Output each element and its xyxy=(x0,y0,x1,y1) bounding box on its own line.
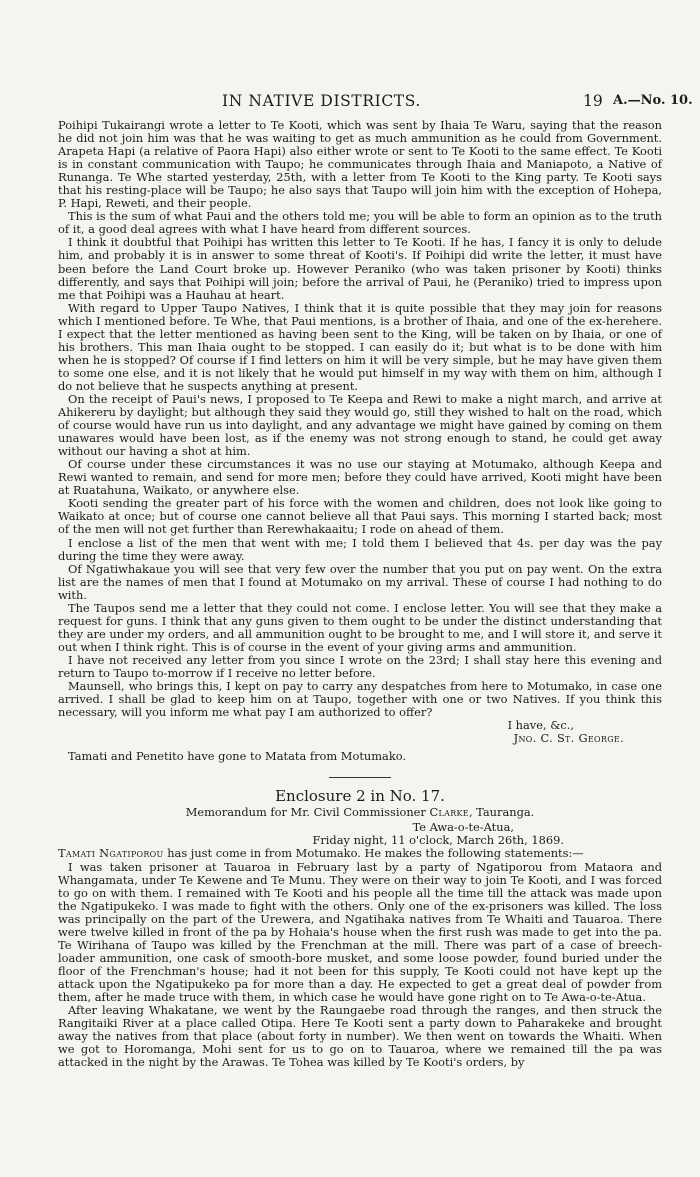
enclosure xyxy=(58,787,662,1070)
section-divider xyxy=(329,777,391,778)
lead-text: has just come in from Motumako. He makes the following statements:— xyxy=(163,846,584,861)
letter-paragraph-2: This is the sum of what Paui and the others told me; you will be able to form an opinion as to the truth of it, a good deal agrees with what I have heard from different sources. xyxy=(58,209,662,237)
document-reference: A.—No. 10. xyxy=(613,93,693,108)
page-body xyxy=(58,119,662,1069)
enclosure-heading: Enclosure 2 in No. 17. xyxy=(275,787,445,806)
letter-paragraph-10: The Taupos send me a letter that they could not come. I enclose letter. You will see that they make a request for guns. I think that any guns given to them ought to be under the distinct understanding that they are under my orders, and all ammunition ought to be brought to me, and I will store it, and serve it out when I think right. This is of course in the event of your giving arms and ammunition. xyxy=(58,600,662,654)
memo-prefix: Memorandum for Mr. Civil Commissioner xyxy=(185,805,426,820)
page-header xyxy=(0,92,700,114)
letter-paragraph-4: With regard to Upper Taupo Natives, I think that it is quite possible that they may join for reasons which I mentioned before. Te Whe, that Paui mentions, is a brother of Ihaia, and one of the ex-herehere. I expect that the letter mentioned as having been sent to the King, will be taken on by Ihaia, or one of his brothers. This man Ihaia ought to be stopped. I can easily do it; but what is to be done with him when he is stopped? Of course if I find letters on him it will be very simple, but he may have given them to some one else, and it is not likely that he would put himself in my way with them on him, although I do not believe that he suspects anything at present. xyxy=(58,300,662,393)
letter-paragraph-9: Of Ngatiwhakaue you will see that very few over the number that you put on pay went. On the extra list are the names of men that I found at Motumako on my arrival. These of course I had nothing to do with. xyxy=(58,561,662,602)
letter-closing: I have, &c., xyxy=(507,718,574,733)
enclosure-paragraph-2: After leaving Whakatane, we went by the Raungaebe road through the ranges, and then struck the Rangitaiki River at a place called Otipa. Here Te Kooti sent a party down to Paharakeke and brought away the natives from that place (about forty in number). We then went on towards the Whaiti. When we got to Horomanga, Mohi sent for us to go on to Tauaroa, where we remained till the pa was attacked in the night by the Arawas. Te Tohea was killed by Te Kooti's orders, by xyxy=(58,1003,662,1070)
letter-signature: Jno. C. St. George. xyxy=(513,731,624,746)
enclosure-date: Friday night, 11 o'clock, March 26th, 1869. xyxy=(312,833,564,848)
memo-line xyxy=(58,806,662,819)
letter-postscript: Tamati and Penetito have gone to Matata from Motumako. xyxy=(68,749,407,764)
memo-name: Clarke xyxy=(429,805,469,820)
lead-name: Tamati Ngatiporou xyxy=(58,846,164,861)
letter-paragraph-6: Of course under these circumstances it was no use our staying at Motumako, although Keepa and Rewi wanted to remain, and send for more men; before they could have arrived, Kooti might have been at Ruatahuna, Waikato, or anywhere else. xyxy=(58,457,662,498)
letter-paragraph-8: I enclose a list of the men that went with me; I told them I believed that 4s. per day was the pay during the time they were away. xyxy=(58,535,662,563)
running-title: IN NATIVE DISTRICTS. xyxy=(222,92,421,110)
letter-paragraph-3: I think it doubtful that Poihipi has written this letter to Te Kooti. If he has, I fancy it is only to delude him, and probably it is in answer to some threat of Kooti's. If Poihipi did write the letter, it must have been before the Land Court broke up. However Peraniko (who was taken prisoner by Kooti) thinks differently, and says that Poihipi will join; before the arrival of Paui, he (Peraniko) tried to impress upon me that Poihipi was a Hauhau at heart. xyxy=(58,235,662,302)
letter-paragraph-1: Poihipi Tukairangi wrote a letter to Te Kooti, which was sent by Ihaia Te Waru, saying that the reason he did not join him was that he was waiting to get as much ammunition as he could from Government. Arapeta Hapi (a relative of Paora Hapi) also either wrote or sent to Te Kooti to the same effect. Te Kooti is in constant communication with Taupo; he communicates through Ihaia and Maniapoto, a Native of Runanga. Te Whe started yesterday, 25th, with a letter from Te Kooti to the King party. Te Kooti says that his resting-place will be Taupo; he also says that Taupo will join him with the exception of Hohepa, P. Hapi, Reweti, and their people. xyxy=(58,118,662,211)
letter-paragraph-7: Kooti sending the greater part of his force with the women and children, does not look like going to Waikato at once; but of course one cannot believe all that Paui says. This morning I started back; most of the men will not get further than Rerewhakaaitu; I rode on ahead of them. xyxy=(58,496,662,537)
letter-paragraph-11: I have not received any letter from you since I wrote on the 23rd; I shall stay here this evening and return to Taupo to-morrow if I receive no letter before. xyxy=(58,652,662,680)
enclosure-paragraph-1: I was taken prisoner at Tauaroa in February last by a party of Ngatiporou from Mataora and Whangamata, under Te Kewene and Te Munu. They were on their way to join Te Kooti, and I was forced to go on with them. I remained with Te Kooti and his people all the time till the attack was made upon the Ngatipukeko. I was made to fight with the others. Only one of the ex-prisoners was killed. The loss was principally on the part of the Urewera, and Ngatihaka natives from Te Whaiti and Tauaroa. There were twelve killed in front of the pa by Hohaia's house when the first rush was made to get into the pa. Te Wirihana of Taupo was killed by the Frenchman at the mill. There was part of a case of breech-loader ammunition, one cask of smooth-bore musket, and some loose powder, found buried under the floor of the Frenchman's house; had it not been for this supply, Te Kooti could not have kept up the attack upon the Ngatipukeko pa for more than a day. He expected to get a great deal of powder from them, after he made truce with them, in which case he would have gone right on to Te Awa-o-te-Atua. xyxy=(58,859,662,1004)
page-number: 19 xyxy=(583,92,603,110)
enclosure-lead xyxy=(58,847,662,860)
memo-suffix: , Tauranga. xyxy=(468,805,535,820)
letter xyxy=(58,119,662,763)
enclosure-place: Te Awa-o-te-Atua, xyxy=(412,820,514,835)
letter-paragraph-5: On the receipt of Paui's news, I proposed to Te Keepa and Rewi to make a night march, and arrive at Ahikereru by daylight; but although they said they would go, still they wished to halt on the road, which of course would have run us into daylight, and any advantage we might have gained by coming on them unawares would have been lost, as if the enemy was not strong enough to stand, he could get away without our having a shot at him. xyxy=(58,391,662,459)
letter-paragraph-12: Maunsell, who brings this, I kept on pay to carry any despatches from here to Motumako, in case one arrived. I shall be glad to keep him on at Taupo, together with one or two Natives. If you think this necessary, will you inform me what pay I am authorized to offer? xyxy=(58,679,662,720)
